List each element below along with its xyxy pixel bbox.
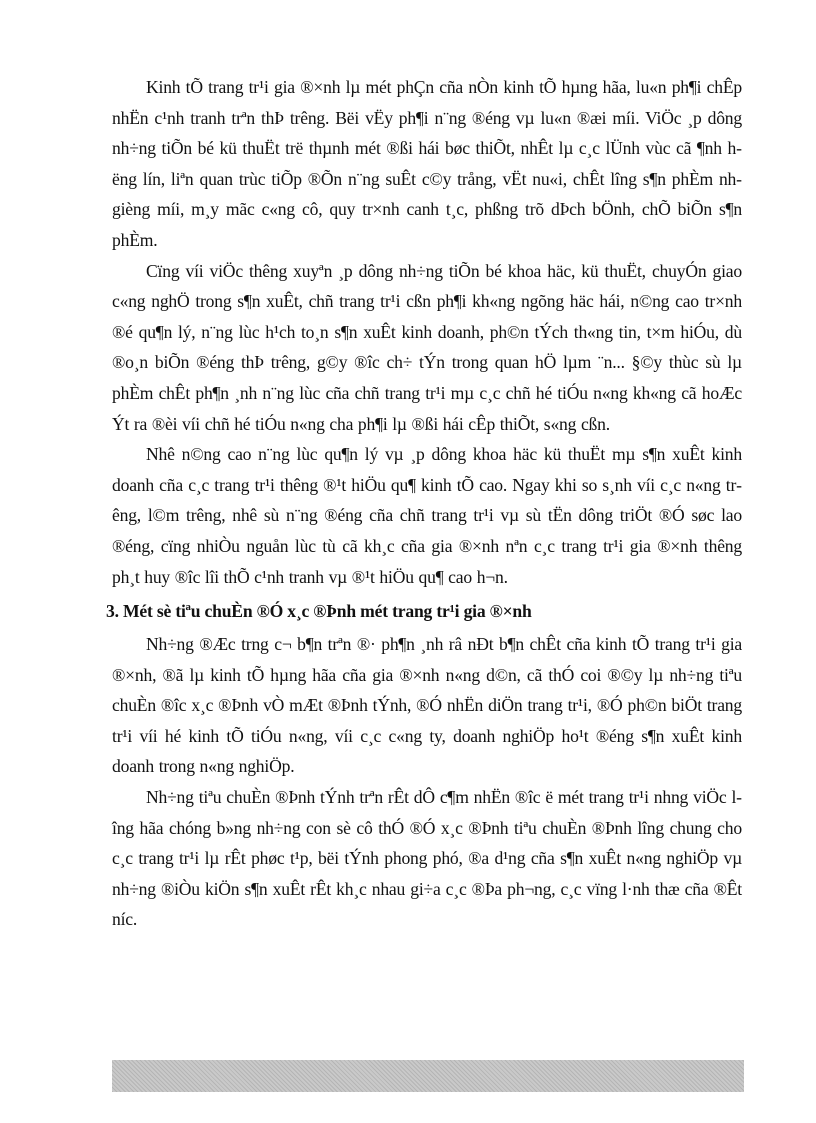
body-paragraph-3: Nhê n©ng cao n¨ng lùc qu¶n lý vµ ¸p dông khoa häc kü thuËt mµ s¶n xuÊt kinh doanh cña c¸c trang tr¹i thêng ®¹t hiÖu qu¶ kinh tÕ cao. Ngay khi so s¸nh víi c¸c n«ng trêng, l©m trêng, nhê sù n¨ng ®éng cña chñ trang tr¹i vµ sù tËn dông triÖt ®Ó søc lao ®éng, cïng nhiÒu nguån lùc tù cã kh¸c cña gia ®×nh nªn c¸c trang tr¹i gia ®×nh thêng ph¸t huy ®îc lîi thÕ c¹nh tranh vµ ®¹t hiÖu qu¶ cao h¬n. (112, 444, 742, 587)
footer-bar (112, 1060, 744, 1092)
body-paragraph-2: Cïng víi viÖc thêng xuyªn ¸p dông nh÷ng tiÕn bé khoa häc, kü thuËt, chuyÓn giao c«ng nghÖ trong s¶n xuÊt, chñ trang tr¹i cßn ph¶i kh«ng ngõng häc hái, n©ng cao tr×nh ®é qu¶n lý, n¨ng lùc h¹ch to¸n s¶n xuÊt kinh doanh, ph©n tÝch th«ng tin, t×m hiÓu, dù ®o¸n biÕn ®éng thÞ trêng, g©y ®îc ch÷ tÝn trong quan hÖ lµm ¨n... §©y thùc sù lµ phÈm chÊt ph¶n ¸nh n¨ng lùc cña chñ trang tr¹i mµ c¸c chñ hé tiÓu n«ng kh«ng cã hoÆc Ýt ra ®èi víi chñ hé tiÓu n«ng cha ph¶i lµ ®ßi hái cÊp thiÕt, s«ng cßn. (112, 260, 742, 434)
document-page (106, 72, 742, 935)
body-paragraph-5: Nh÷ng tiªu chuÈn ®Þnh tÝnh trªn rÊt dÔ c¶m nhËn ®îc ë mét trang tr¹i nhng viÖc lîng hãa chóng b»ng nh÷ng con sè cô thÓ ®Ó x¸c ®Þnh tiªu chuÈn ®Þnh lîng chung cho c¸c trang tr¹i lµ rÊt phøc t¹p, bëi tÝnh phong phó, ®a d¹ng cña s¶n xuÊt n«ng nghiÖp vµ nh÷ng ®iÒu kiÖn s¶n xuÊt rÊt kh¸c nhau gi÷a c¸c ®Þa ph¬ng, c¸c vïng l·nh thæ cña ®Êt níc. (112, 787, 742, 930)
section-heading: 3. Mét sè tiªu chuÈn ®Ó x¸c ®Þnh mét trang tr¹i gia ®×nh (106, 601, 532, 622)
body-paragraph-4: Nh÷ng ®Æc trng c¬ b¶n trªn ®· ph¶n ¸nh râ nÐt b¶n chÊt cña kinh tÕ trang tr¹i gia ®×nh, ®ã lµ kinh tÕ hµng hãa cña gia ®×nh n«ng d©n, cã thÓ coi ®©y lµ nh÷ng tiªu chuÈn ®îc x¸c ®Þnh vÒ mÆt ®Þnh tÝnh, ®Ó nhËn diÖn trang tr¹i, ®Ó ph©n biÖt trang tr¹i víi hé kinh tÕ tiÓu n«ng, víi c¸c c«ng ty, doanh nghiÖp ho¹t ®éng s¶n xuÊt kinh doanh trong n«ng nghiÖp. (112, 634, 742, 777)
body-paragraph-1: Kinh tÕ trang tr¹i gia ®×nh lµ mét phÇn cña nÒn kinh tÕ hµng hãa, lu«n ph¶i chÊp nhËn c¹nh tranh trªn thÞ trêng. Bëi vËy ph¶i n¨ng ®éng vµ lu«n ®æi míi. ViÖc ¸p dông nh÷ng tiÕn bé kü thuËt trë thµnh mét ®ßi hái bøc thiÕt, nhÊt lµ c¸c lÜnh vùc cã ¶nh hëng lín, liªn quan trùc tiÕp ®Õn n¨ng suÊt c©y trång, vËt nu«i, chÊt lîng s¶n phÈm nh gièng míi, m¸y mãc c«ng cô, quy tr×nh canh t¸c, phßng trõ dÞch bÖnh, chÕ biÕn s¶n phÈm. (112, 77, 742, 250)
